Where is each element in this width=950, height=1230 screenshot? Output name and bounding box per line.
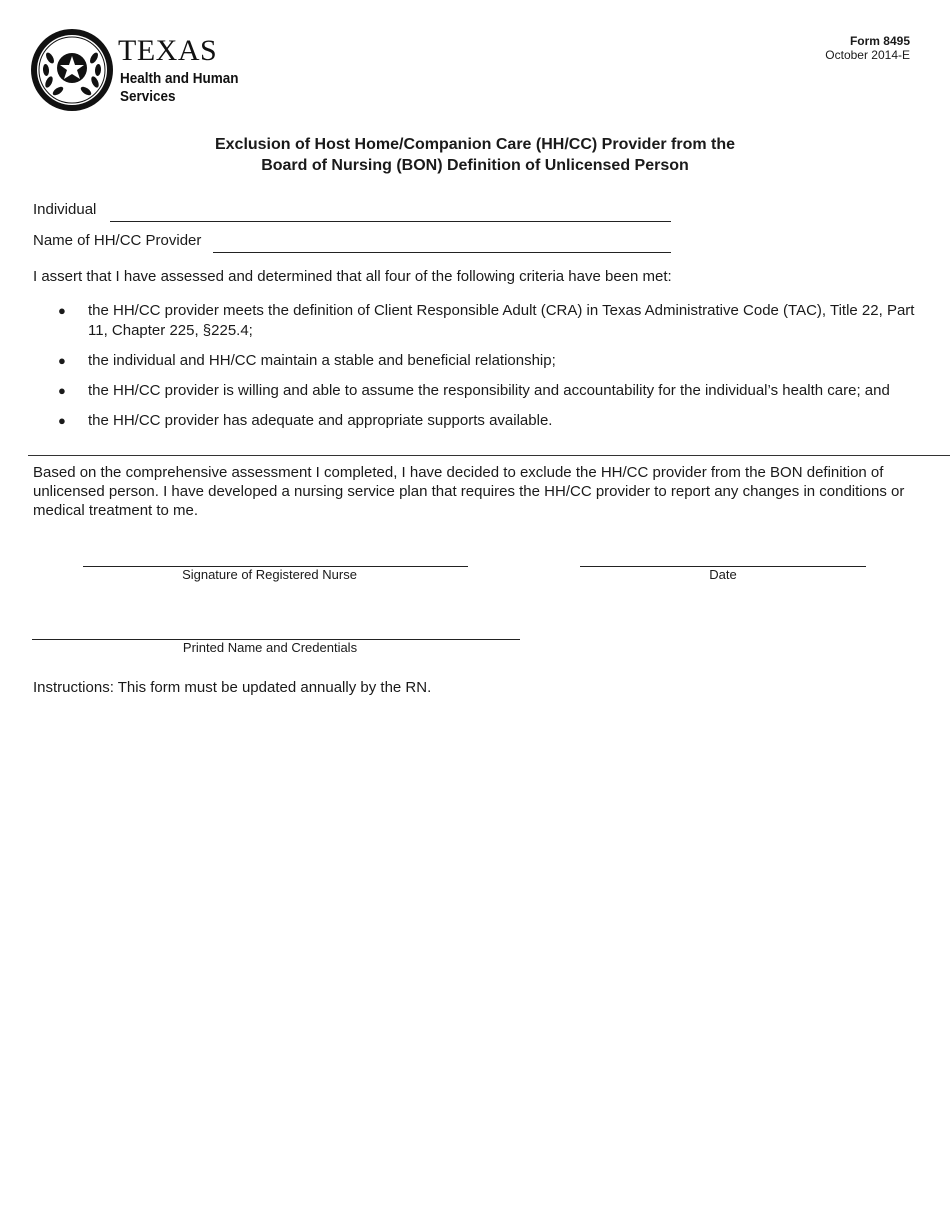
form-title-line1: Exclusion of Host Home/Companion Care (HH/CC) Provider from the	[214, 136, 736, 153]
instructions-text: Instructions: This form must be updated annually by the RN.	[33, 679, 432, 696]
assertion-text: I assert that I have assessed and determined that all four of the following criteria have been met:	[33, 268, 672, 285]
date-label: Date	[709, 567, 737, 582]
logo-subtitle-line1: Health and Human	[120, 70, 239, 87]
list-item	[58, 381, 928, 401]
form-title-line2: Board of Nursing (BON) Definition of Unlicensed Person	[261, 157, 689, 174]
list-item	[58, 301, 928, 341]
printed-name-label: Printed Name and Credentials	[182, 640, 358, 655]
list-item	[58, 351, 928, 371]
criteria-text: the HH/CC provider is willing and able to assume the responsibility and accountability for the individual’s health care; and	[88, 382, 890, 399]
bullet-icon: ●	[58, 353, 66, 368]
list-item	[58, 411, 928, 431]
provider-field[interactable]	[213, 252, 671, 253]
individual-label: Individual	[33, 201, 97, 218]
logo-subtitle-line2: Services	[120, 88, 176, 105]
form-number: Form 8495	[849, 34, 910, 48]
bullet-icon: ●	[58, 413, 66, 428]
criteria-text: the HH/CC provider meets the definition of Client Responsible Adult (CRA) in Texas Administrative Code (TAC), Title 22, Part 11, Chapter 225, §225.4;	[88, 302, 915, 339]
criteria-list	[58, 301, 928, 441]
statement-text: Based on the comprehensive assessment I completed, I have decided to exclude the HH/CC provider from the BON definition of unlicensed person. I have developed a nursing service plan that requires the HH/CC provider to report any changes in conditions or medical treatment to me.	[33, 464, 905, 519]
rn-signature-label: Signature of Registered Nurse	[182, 567, 357, 582]
form-date: October 2014-E	[825, 48, 910, 62]
logo-title: TEXAS	[118, 34, 218, 67]
texas-seal-icon	[30, 28, 114, 112]
individual-field[interactable]	[110, 221, 671, 222]
bullet-icon: ●	[58, 303, 66, 318]
section-divider	[28, 455, 950, 456]
provider-label: Name of HH/CC Provider	[33, 232, 202, 249]
form-title	[0, 134, 950, 176]
criteria-text: the HH/CC provider has adequate and appropriate supports available.	[88, 412, 553, 429]
criteria-text: the individual and HH/CC maintain a stable and beneficial relationship;	[88, 352, 556, 369]
logo-subtitle	[120, 70, 239, 106]
bullet-icon: ●	[58, 383, 66, 398]
